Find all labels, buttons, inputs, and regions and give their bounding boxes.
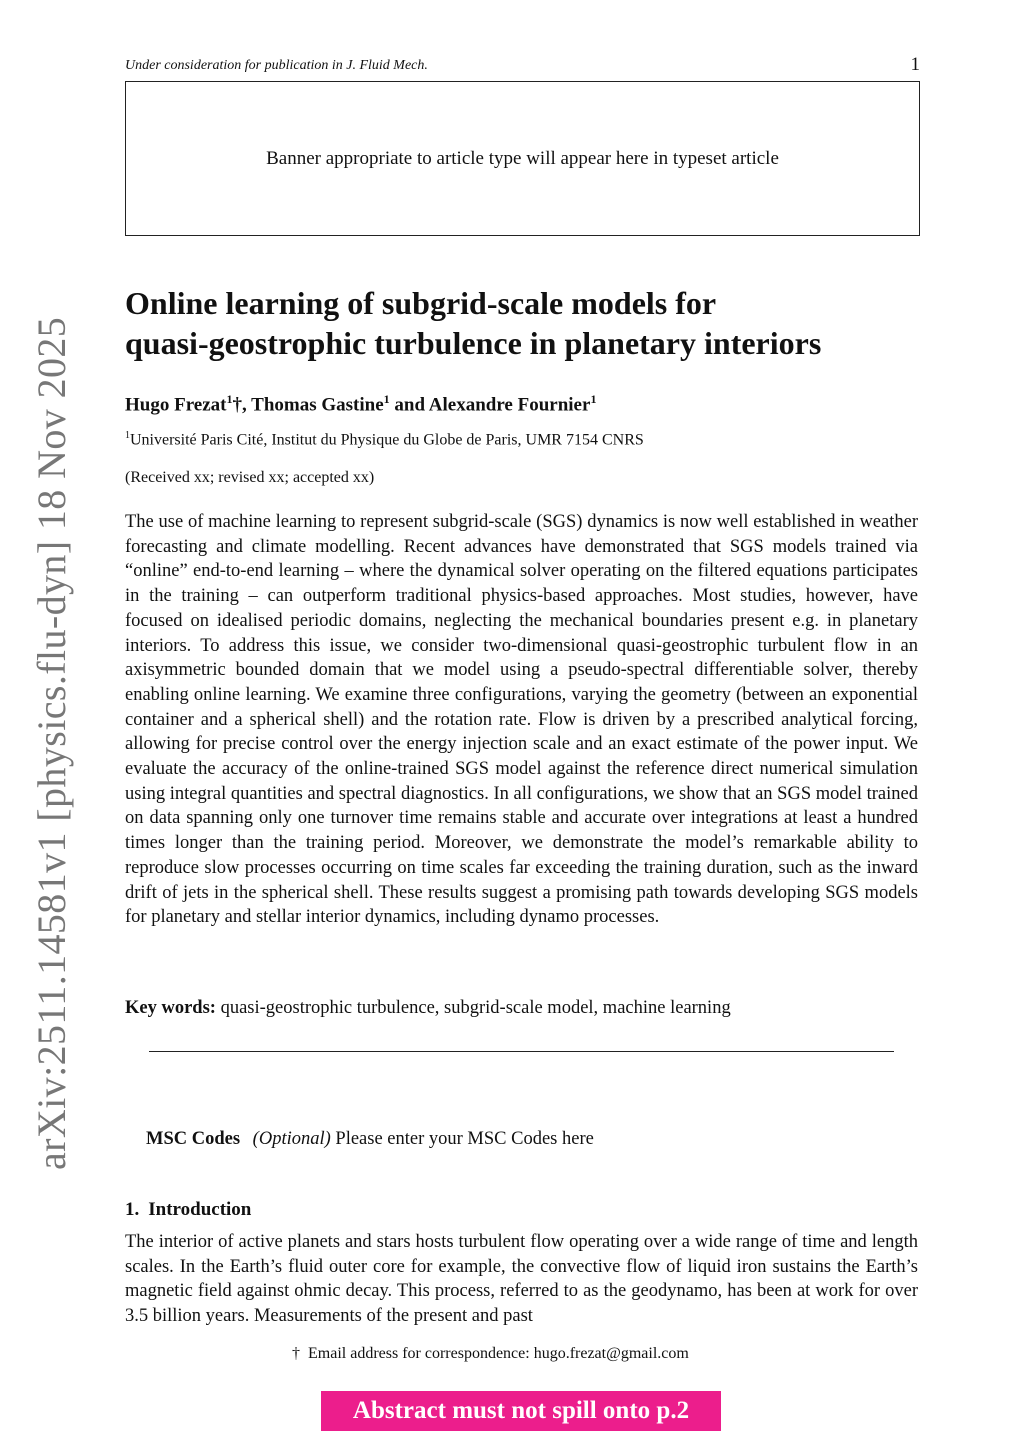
- article-banner-placeholder: [125, 81, 920, 236]
- footnote-text: Email address for correspondence: hugo.frezat@gmail.com: [308, 1345, 689, 1362]
- corresponding-dagger: †: [232, 394, 242, 416]
- section-heading-introduction: [125, 1199, 251, 1221]
- msc-optional: (Optional): [252, 1129, 331, 1149]
- affiliation-mark: 1: [590, 392, 597, 406]
- running-head: Under consideration for publication in J. Fluid Mech.: [125, 58, 428, 73]
- page-number: 1: [910, 54, 920, 75]
- affiliation-mark: 1: [125, 430, 130, 441]
- section-title: Introduction: [148, 1199, 252, 1220]
- msc-text: Please enter your MSC Codes here: [335, 1129, 594, 1149]
- msc-label: MSC Codes: [146, 1129, 241, 1149]
- affiliation: [125, 430, 925, 449]
- author-separator: and: [389, 394, 429, 416]
- author-name: Thomas Gastine: [251, 394, 384, 416]
- msc-codes: [146, 1129, 594, 1150]
- arxiv-identifier-stamp: arXiv:2511.14581v1 [physics.flu-dyn] 18 Nov 2025: [29, 316, 74, 1170]
- author-name: Alexandre Fournier: [428, 394, 591, 416]
- author-separator: ,: [242, 394, 252, 416]
- keywords-label: Key words:: [125, 998, 216, 1018]
- affiliation-mark: 1: [383, 392, 390, 406]
- paper-title: [125, 283, 925, 363]
- banner-text: Banner appropriate to article type will appear here in typeset article: [266, 147, 779, 169]
- affiliation-text: Université Paris Cité, Institut du Physique du Globe de Paris, UMR 7154 CNRS: [130, 431, 644, 449]
- author-list: [125, 392, 925, 416]
- keywords-text: quasi-geostrophic turbulence, subgrid-scale model, machine learning: [220, 998, 731, 1018]
- footnote-dagger: †: [292, 1345, 300, 1362]
- author-name: Hugo Frezat: [125, 394, 227, 416]
- correspondence-footnote: [292, 1345, 689, 1363]
- keywords: [125, 998, 918, 1019]
- abstract: The use of machine learning to represent subgrid-scale (SGS) dynamics is now well established in weather forecasting and climate modelling. Recent advances have demonstrated that SGS models trained via “online” end-to-end learning – where the dynamical solver operating on the filtered equations participates in the training – can outperform traditional physics-based approaches. Most studies, however, have focused on idealised periodic domains, neglecting the mechanical boundaries present e.g. in planetary interiors. To address this issue, we consider two-dimensional quasi-geostrophic turbulent flow in an axisymmetric bounded domain that we model using a pseudo-spectral differentiable solver, thereby enabling online learning. We examine three configurations, varying the geometry (between an exponential container and a spherical shell) and the rotation rate. Flow is driven by a prescribed analytical forcing, allowing for precise control over the energy injection scale and an exact estimate of the power input. We evaluate the accuracy of the online-trained SGS model against the reference direct numerical simulation using integral quantities and spectral diagnostics. In all configurations, we show that an SGS model trained on data spanning only one turnover time remains stable and accurate over integrations at least a hundred times longer than the training period. Moreover, we demonstrate the model’s remarkable ability to reproduce slow processes occurring on time scales far exceeding the training duration, such as the inward drift of jets in the spherical shell. These results suggest a promising path towards developing SGS models for planetary and stellar interior dynamics, including dynamo processes.: [125, 512, 918, 928]
- title-line-1: Online learning of subgrid-scale models for: [125, 285, 717, 321]
- introduction-paragraph: The interior of active planets and stars hosts turbulent flow operating over a wide range of time and length scales. In the Earth’s fluid outer core for example, the convective flow of liquid iron sustains the Earth’s magnetic field against ohmic decay. This process, referred to as the geodynamo, has been at work for over 3.5 billion years. Measurements of the present and past: [125, 1232, 918, 1327]
- title-line-2: quasi-geostrophic turbulence in planetary interiors: [125, 325, 822, 361]
- section-divider: [149, 1051, 894, 1052]
- affiliation-mark: 1: [226, 392, 233, 406]
- section-number: 1.: [125, 1199, 140, 1220]
- abstract-length-warning-badge: Abstract must not spill onto p.2: [321, 1391, 721, 1431]
- received-dates: (Received xx; revised xx; accepted xx): [125, 469, 375, 486]
